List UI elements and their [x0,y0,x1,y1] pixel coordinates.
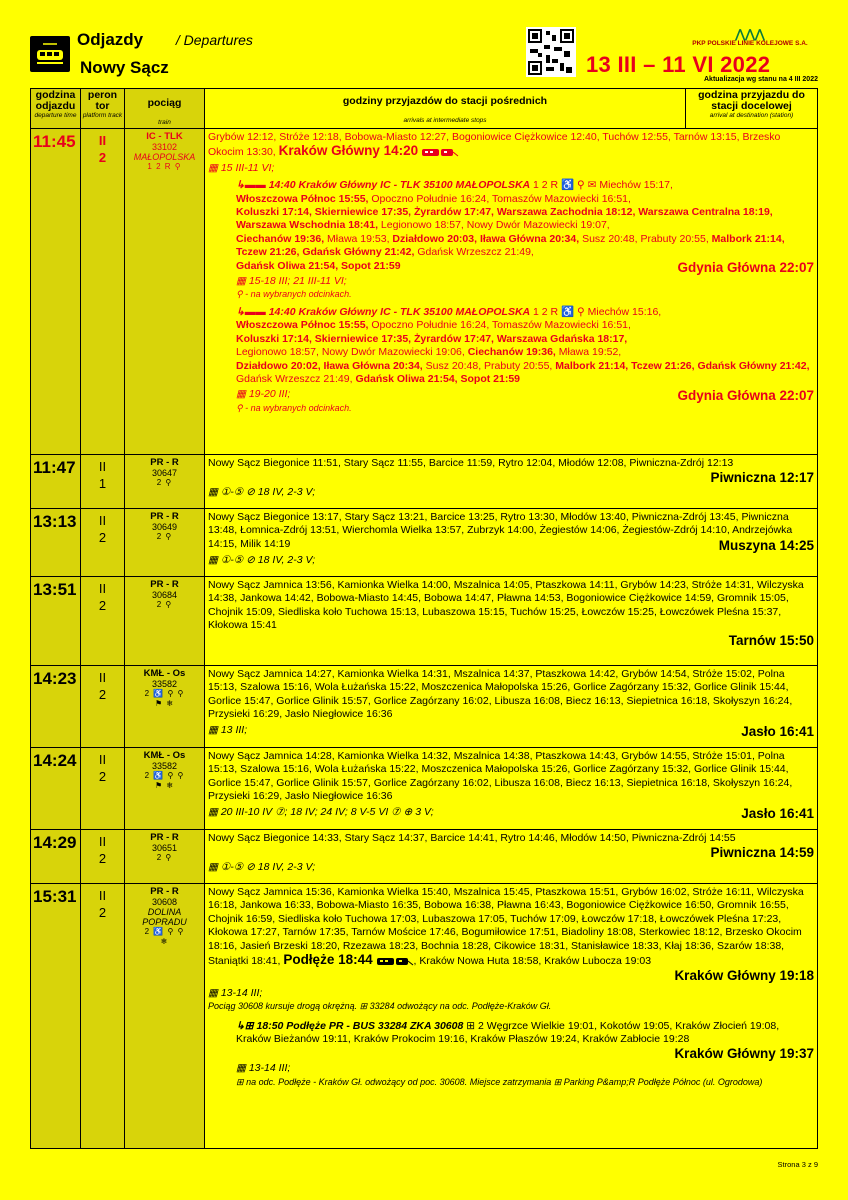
departure-time: 14:24 [31,748,81,830]
departure-time: 11:45 [31,129,81,455]
timetable [30,88,818,1149]
calendar: ▦ 15 III-11 VI; [208,161,275,174]
page-title: Odjazdy / Departures [77,30,253,49]
page-header [0,0,848,88]
departure-time: 11:47 [31,455,81,509]
train-amenity-icons: 2 ⚲ [156,532,173,541]
train-amenity-icons: 1 2 R ⚲ [147,162,182,171]
col-platform: peron tor platform track [81,89,125,129]
table-row [31,830,818,884]
calendar-icon: ▦ [236,388,246,401]
table-row [31,455,818,509]
calendar-icon: ▦ [208,161,218,174]
stops-list: Nowy Sącz Jamnica 14:28, Kamionka Wielka 14:32, Mszalnica 14:38, Ptaszkowa 14:43, Grybów 14:55, Stróże 15:01, Polna 15:13, Szalowa 15:16, Wola Łużańska 15:22, Moszczenica Małopolska 15:26, Gorlice Zagórzany 15:32, Gorlice Glinik 15:44, Gorlice 15:47, Gorlice Glinik 15:57, Gorlice Zagórzany 16:02, Libusza 16:08, Biecz 16:13, Siepietnica 16:18, Skołyszyn 16:24, Przysieki 16:29, Jasło Niegłowice 16:36 ▦ 20 III-10 IV ⑦; 18 IV; 24 IV; 8 V-5 VI ⑦ ⊕ 3 V; Jasło 16:41 [205,748,818,830]
connection-head: ↳⊞ 18:50 Podłęże PR - BUS 33284 ZKA 30608 [236,1019,464,1032]
platform: II 2 [81,666,125,748]
train-info: IC - TLK 33102 MAŁOPOLSKA 1 2 R ⚲ [125,129,205,455]
train-amenity-icons: 2 ♿ ⚲ ⚲ [144,771,185,780]
bus-icon: ⊞ [236,1076,244,1087]
train-symbol-icon [421,148,459,157]
operator-logo: ⋀⋀⋀ PKP POLSKIE LINIE KOLEJOWE S.A. [680,28,820,47]
departure-time: 13:13 [31,509,81,577]
stops-list: Nowy Sącz Biegonice 14:33, Stary Sącz 14:37, Barcice 14:41, Rytro 14:46, Młodów 14:50, Piwniczna-Zdrój 14:55 Piwniczna 14:59 ▦ ①-⑤ ⊘ 18 IV, 2-3 V; [205,830,818,884]
platform: II 2 [81,884,125,1149]
bicycle-icon: ⚲ [236,289,243,300]
departure-time: 14:29 [31,830,81,884]
connection-destination: Gdynia Główna 22:07 [677,259,814,275]
train-info: PR - R 30649 2 ⚲ [125,509,205,577]
connection-head: ↳▬▬ 14:40 Kraków Główny IC - TLK 35100 MAŁOPOLSKA [236,305,531,318]
destination: Piwniczna 12:17 [710,470,814,486]
calendar-icon: ▦ [208,805,218,818]
pkp-wings-icon: ⋀⋀⋀ [735,27,765,41]
validity-dates: 13 III – 11 VI 2022 [586,52,771,77]
calendar-icon: ▦ [236,1062,246,1075]
connection-destination: Kraków Główny 19:37 [674,1046,814,1062]
destination: Kraków Główny 19:18 [674,968,814,984]
calendar-icon: ▦ [208,861,218,874]
train-symbol-icon [376,957,414,966]
table-row [31,509,818,577]
platform: II 2 [81,830,125,884]
train-amenity-icons: 2 ⚲ [156,853,173,862]
train-amenity-icons: 2 ⚲ [156,478,173,487]
destination: Muszyna 14:25 [718,537,814,553]
departure-time: 15:31 [31,884,81,1149]
train-info: PR - R 30647 2 ⚲ [125,455,205,509]
train-amenity-icons: 2 ⚲ [156,600,173,609]
destination: Jasło 16:41 [741,805,814,821]
table-row [31,884,818,1149]
platform: II 2 [81,509,125,577]
train-info: KMŁ - Os 33582 2 ♿ ⚲ ⚲ ⚑ ❄ [125,748,205,830]
col-stops: godziny przyjazdów do stacji pośrednich arrivals at intermediate stops [205,89,686,129]
col-departure: godzina odjazdu departure time [31,89,81,129]
col-train: pociąg train [125,89,205,129]
departure-time: 13:51 [31,577,81,666]
train-info: KMŁ - Os 33582 2 ♿ ⚲ ⚲ ⚑ ❄ [125,666,205,748]
stops-list: Nowy Sącz Biegonice 13:17, Stary Sącz 13:21, Barcice 13:25, Rytro 13:30, Młodów 13:40, Piwniczna-Zdrój 13:45, Piwniczna 13:48, Łomnica-Zdrój 13:51, Wierchomla Wielka 13:57, Zubrzyk 14:00, Żegiestów 14:06, Żegiestów-Zdrój 14:10, Andrzejówka 14:15, Milik 14:19 Muszyna 14:25 ▦ ①-⑤ ⊘ 18 IV, 2-3 V; [205,509,818,577]
update-note: Aktualizacja wg stanu na 4 III 2022 [704,76,818,83]
calendar-icon: ▦ [208,723,218,736]
train-amenity-icons: 2 ♿ ⚲ ⚲ [144,689,185,698]
stops-list: Nowy Sącz Biegonice 11:51, Stary Sącz 11:55, Barcice 11:59, Rytro 12:04, Młodów 12:08, Piwniczna-Zdrój 12:13 Piwniczna 12:17 ▦ ①-⑤ ⊘ 18 IV, 2-3 V; [205,455,818,509]
col-destination: godzina przyjazdu do stacji docelowej arrival at destination (station) [686,89,818,129]
train-info: PR - R 30651 2 ⚲ [125,830,205,884]
calendar-icon: ▦ [208,553,218,566]
calendar-icon: ▦ [208,486,218,499]
calendar-icon: ▦ [236,275,246,288]
train-info: PR - R 30608 DOLINA POPRADU 2 ♿ ⚲ ⚲ ❄ [125,884,205,1149]
train-amenity-icons: 2 ♿ ⚲ ⚲ [144,927,185,936]
train-logo-icon [30,36,70,72]
stops-list: Nowy Sącz Jamnica 13:56, Kamionka Wielka 14:00, Mszalnica 14:05, Ptaszkowa 14:11, Grybów 14:23, Stróże 14:31, Wilczyska 14:38, Jankowa 14:42, Bobowa-Miasto 14:45, Bobowa 14:47, Pławna 14:53, Bogoniowice Ciężkowice 14:59, Gromnik 15:05, Chojnik 15:09, Siedliska koło Tuchowa 15:13, Lubaszowa 15:15, Tuchów 15:25, Łowczów 15:25, Łowczówek Pleśna 15:37, Kłokowa 15:41 Tarnów 15:50 [205,577,818,666]
destination: Jasło 16:41 [741,723,814,739]
stops-list: Grybów 12:12, Stróże 12:18, Bobowa-Miasto 12:27, Bogoniowice Ciężkowice 12:40, Tuchów 12:55, Tarnów 13:15, Brzesko Okocim 13:30, Kraków Główny 14:20 ▦ 15 III-11 VI; ↳▬▬ 14:40 Kraków Główny IC - TLK 35100 MAŁOPOLSKA 1 2 R ♿ ⚲ ✉ Miechów 15:17, Włoszczowa Północ 15:55, Opoczno Południe 16:24, Tomaszów Mazowiecki 16:51, Koluszki 17:14, Skierniewice 17:35, Żyrardów 17:47, Warszawa Zachodnia 18:12, Warszawa Centralna 18:19, Warszawa Wschodnia 18:41, Legionowo 18:57, Nowy Dwór Mazowiecki 19:07, Ciechanów 19:36, Mława 19:53, Działdowo 20:03, Iława Główna 20:34, Susz 20:48, Prabuty 20:55, Malbork 21:14, Tczew 21:26, Gdańsk Główny 21:42, Gdańsk Wrzeszcz 21:49, Gdańsk Oliwa 21:54, Sopot 21:59 Gdynia Główna 22:07 ▦ 15-18 III; 21 III-11 VI; ⚲ - na wybranych odcinkach. ↳▬▬ 14:40 Kraków Główny IC - TLK 35100 MAŁOPOLSKA 1 2 R ♿ ⚲ Miechów 15:16, Włoszczowa Północ 15:55, Opoczno Południe 16:24, Tomaszów Mazowiecki 16:51, Koluszki 17:14, Skierniewice 17:35, Żyrardów 17:47, Warszawa Gdańska 18:17, Legionowo 18:57, Nowy Dwór Mazowiecki 19:06, Ciechanów 19:36, Mława 19:52, Działdowo 20:02, Iława Główna 20:34, Susz 20:48, Prabuty 20:55, Malbork 21:14, Tczew 21:26, Gdańsk Główny 21:42, Gdańsk Wrzeszcz 21:49, Gdańsk Oliwa 21:54, Sopot 21:59 ▦ 19-20 III; Gdynia Główna 22:07 ⚲ - na wybranych odcinkach. [205,129,818,455]
table-row [31,748,818,830]
qr-code-icon [526,27,576,77]
stops-list: Nowy Sącz Jamnica 15:36, Kamionka Wielka 15:40, Mszalnica 15:45, Ptaszkowa 15:51, Grybów 16:02, Stróże 16:11, Wilczyska 16:18, Jankowa 16:33, Bobowa-Miasto 16:35, Bobowa 16:38, Pławna 16:43, Bogoniowice Ciężkowice 16:50, Gromnik 16:55, Chojnik 16:59, Siedliska koło Tuchowa 17:03, Lubaszowa 17:05, Tuchów 17:09, Łowczów 17:18, Łowczówek Pleśna 17:23, Kłokowa 17:27, Tarnów 17:35, Tarnów Mościce 17:46, Bogumiłowice 17:51, Biadoliny 18:08, Sterkowiec 18:12, Brzesko Okocim 18:16, Jasień Brzeski 18:20, Rzezawa 18:23, Bochnia 18:28, Cikowice 18:31, Stanisławice 18:33, Kłaj 18:36, Szarów 18:38, Staniątki 18:41, Podłęże 18:44 , Kraków Nowa Huta 18:58, Kraków Lubocza 19:03 Kraków Główny 19:18 ▦ 13-14 III; Pociąg 30608 kursuje drogą okrężną. ⊞ 33284 odwożący na odc. Podłęże-Kraków Gł. ↳⊞ 18:50 Podłęże PR - BUS 33284 ZKA 30608 ⊞ 2 Węgrzce Wielkie 19:01, Kokotów 19:05, Kraków Złocień 19:08, Kraków Bieżanów 19:11, Kraków Prokocim 19:16, Kraków Płaszów 19:24, Kraków Zabłocie 19:28 Kraków Główny 19:37 ▦ 13-14 III; ⊞ na odc. Podłęże - Kraków Gł. odwożący od poc. 30608. Miejsce zatrzymania ⊞ Parking P&amp;R Podłęże Północ (ul. Ogrodowa) [205,884,818,1149]
connection: ↳▬▬ 14:40 Kraków Główny IC - TLK 35100 MAŁOPOLSKA 1 2 R ♿ ⚲ ✉ Miechów 15:17, Włoszczowa Północ 15:55, Opoczno Południe 16:24, Tomaszów Mazowiecki 16:51, Koluszki 17:14, Skierniewice 17:35, Żyrardów 17:47, Warszawa Zachodnia 18:12, Warszawa Centralna 18:19, Warszawa Wschodnia 18:41, Legionowo 18:57, Nowy Dwór Mazowiecki 19:07, Ciechanów 19:36, Mława 19:53, Działdowo 20:03, Iława Główna 20:34, Susz 20:48, Prabuty 20:55, Malbork 21:14, Tczew 21:26, Gdańsk Główny 21:42, Gdańsk Wrzeszcz 21:49, Gdańsk Oliwa 21:54, Sopot 21:59 Gdynia Główna 22:07 ▦ 15-18 III; 21 III-11 VI; ⚲ - na wybranych odcinkach. [236,179,814,300]
departure-time: 14:23 [31,666,81,748]
destination: Tarnów 15:50 [728,632,814,648]
table-row [31,129,818,455]
connection-head: ↳▬▬ 14:40 Kraków Główny IC - TLK 35100 MAŁOPOLSKA [236,179,531,192]
table-row [31,577,818,666]
destination: Piwniczna 14:59 [710,845,814,861]
calendar-icon: ▦ [208,986,218,999]
platform: II 2 [81,577,125,666]
connection: ↳▬▬ 14:40 Kraków Główny IC - TLK 35100 MAŁOPOLSKA 1 2 R ♿ ⚲ Miechów 15:16, Włoszczowa Północ 15:55, Opoczno Południe 16:24, Tomaszów Mazowiecki 16:51, Koluszki 17:14, Skierniewice 17:35, Żyrardów 17:47, Warszawa Gdańska 18:17, Legionowo 18:57, Nowy Dwór Mazowiecki 19:06, Ciechanów 19:36, Mława 19:52, Działdowo 20:02, Iława Główna 20:34, Susz 20:48, Prabuty 20:55, Malbork 21:14, Tczew 21:26, Gdańsk Główny 21:42, Gdańsk Wrzeszcz 21:49, Gdańsk Oliwa 21:54, Sopot 21:59 ▦ 19-20 III; Gdynia Główna 22:07 ⚲ - na wybranych odcinkach. [236,305,814,413]
platform: II 2 [81,748,125,830]
table-row [31,666,818,748]
platform: II 1 [81,455,125,509]
page-number: Strona 3 z 9 [777,1160,818,1169]
bicycle-icon: ⚲ [236,402,243,413]
station-name: Nowy Sącz [80,58,169,77]
connection-destination: Gdynia Główna 22:07 [677,388,814,404]
train-info: PR - R 30684 2 ⚲ [125,577,205,666]
header-row [31,89,818,129]
stops-list: Nowy Sącz Jamnica 14:27, Kamionka Wielka 14:31, Mszalnica 14:37, Ptaszkowa 14:42, Grybów 14:54, Stróże 15:02, Polna 15:13, Szalowa 15:16, Wola Łużańska 15:22, Moszczenica Małopolska 15:26, Gorlice Zagórzany 15:32, Gorlice Glinik 15:44, Gorlice 15:47, Gorlice Glinik 15:57, Gorlice Zagórzany 16:02, Libusza 16:08, Biecz 16:13, Siepietnica 16:18, Skołyszyn 16:24, Przysieki 16:29, Jasło Niegłowice 16:36 ▦ 13 III; Jasło 16:41 [205,666,818,748]
connection: ↳⊞ 18:50 Podłęże PR - BUS 33284 ZKA 30608 ⊞ 2 Węgrzce Wielkie 19:01, Kokotów 19:05, Kraków Złocień 19:08, Kraków Bieżanów 19:11, Kraków Prokocim 19:16, Kraków Płaszów 19:24, Kraków Zabłocie 19:28 Kraków Główny 19:37 ▦ 13-14 III; ⊞ na odc. Podłęże - Kraków Gł. odwożący od poc. 30608. Miejsce zatrzymania ⊞ Parking P&amp;R Podłęże Północ (ul. Ogrodowa) [236,1019,814,1087]
platform: II 2 [81,129,125,455]
